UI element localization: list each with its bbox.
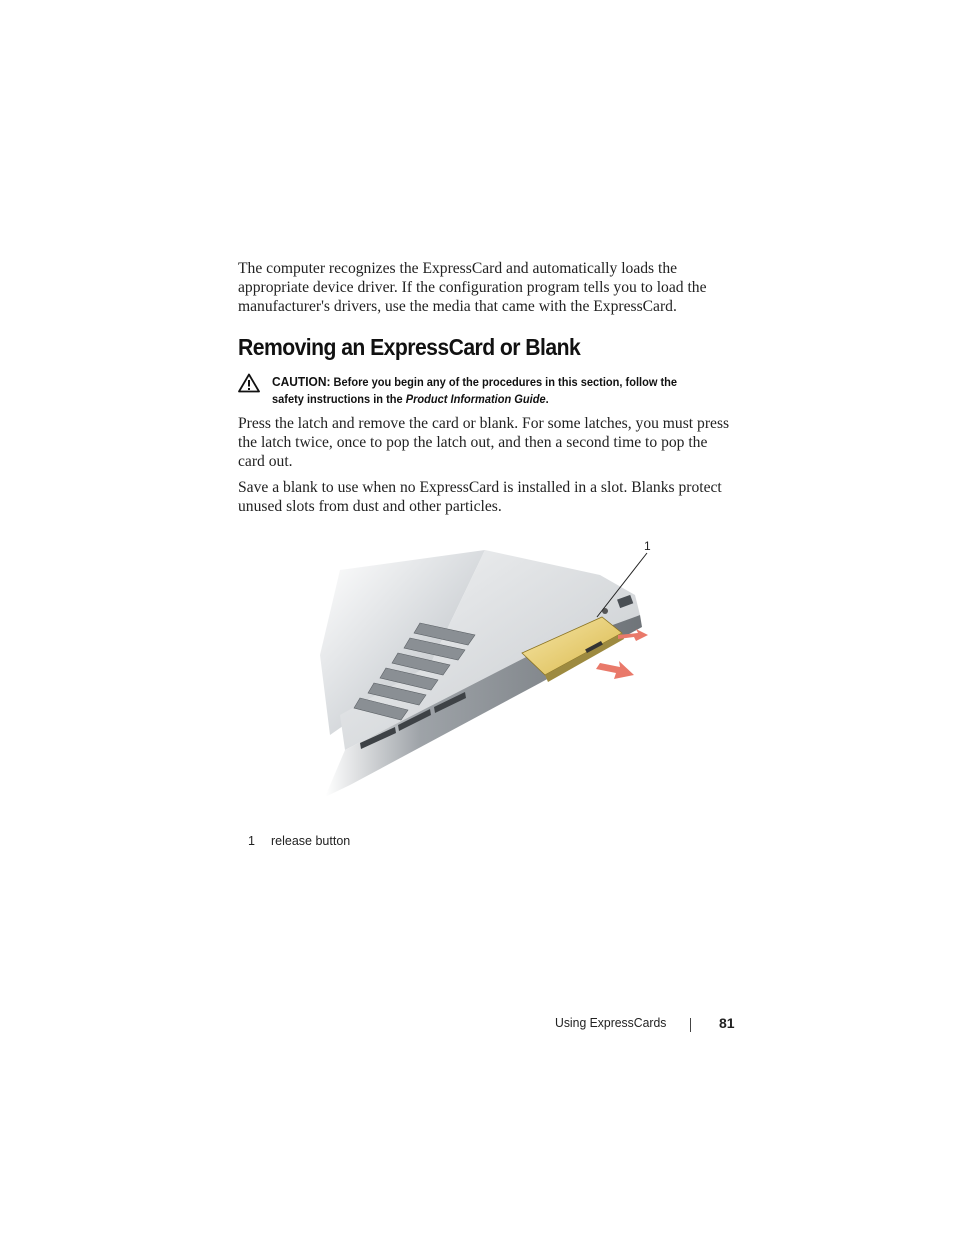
intro-paragraph: The computer recognizes the ExpressCard and automatically loads the appropriate device driver. If the configuration program tells you to load the manufacturer's drivers, use the media that came with the ExpressCard. bbox=[238, 260, 707, 315]
latch-paragraph: Press the latch and remove the card or blank. For some latches, you must press the latch twice, once to pop the latch out, and then a second time to pop the card out. bbox=[238, 415, 730, 470]
caution-text bbox=[272, 373, 704, 408]
footer-separator bbox=[690, 1018, 691, 1032]
caution-label: CAUTION: bbox=[272, 374, 331, 389]
caution-end: . bbox=[545, 392, 549, 406]
page-number: 81 bbox=[719, 1015, 735, 1031]
caption-text: release button bbox=[271, 834, 351, 848]
figure-callout-number: 1 bbox=[644, 539, 651, 553]
caption-number: 1 bbox=[248, 834, 255, 848]
footer-section-title: Using ExpressCards bbox=[555, 1015, 667, 1030]
caution-body: Before you begin any of the procedures in this section, follow the safety instructions in the bbox=[272, 375, 678, 406]
caution-doc-title: Product Information Guide bbox=[405, 392, 546, 406]
blank-paragraph: Save a blank to use when no ExpressCard is installed in a slot. Blanks protect unused slots from dust and other particles. bbox=[238, 479, 722, 515]
section-heading: Removing an ExpressCard or Blank bbox=[238, 334, 581, 360]
caution-triangle-icon bbox=[238, 373, 260, 393]
expresscard-removal-illustration bbox=[300, 535, 660, 810]
